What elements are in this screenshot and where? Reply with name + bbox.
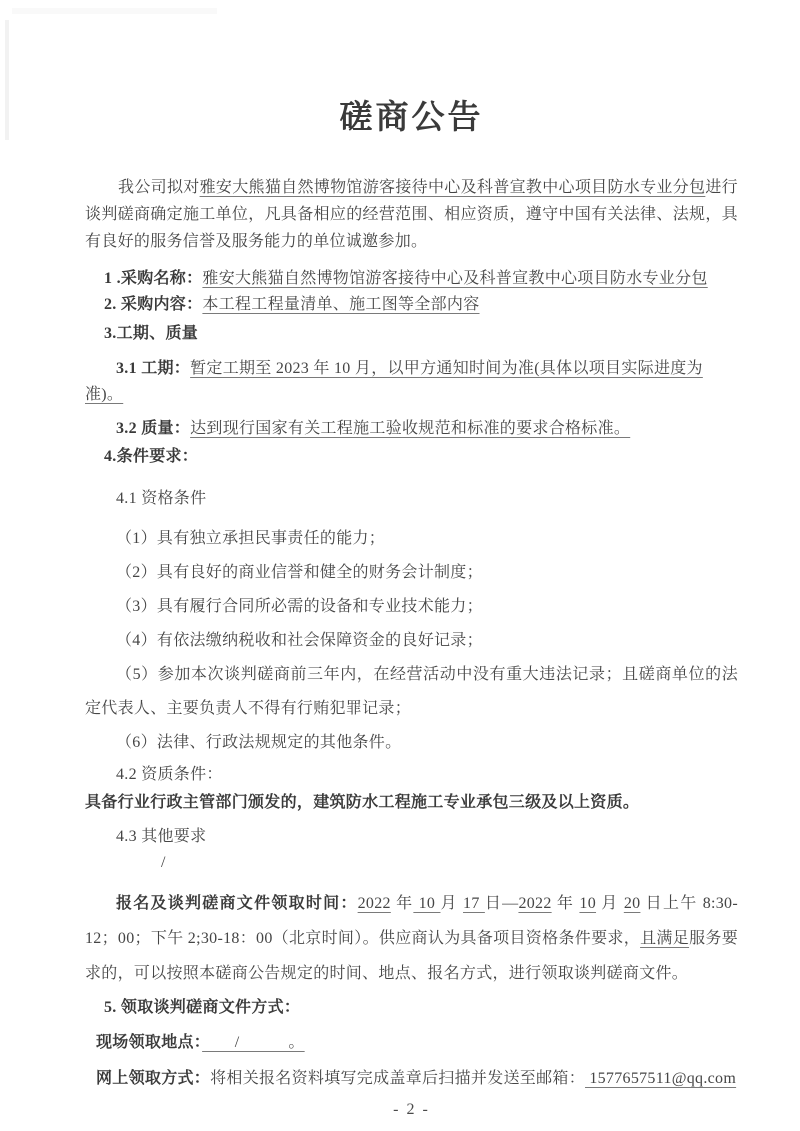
duration-quality-heading: 3.工期、质量 [104, 325, 199, 342]
credential-requirement: 具备行业行政主管部门颁发的，建筑防水工程施工专业承包三级及以上资质。 [85, 794, 640, 811]
project-name-underlined: 雅安大熊猫自然博物馆游客接待中心及科普宣教中心项目防水专业分包 [199, 179, 706, 196]
duration-value: 暂定工期至 2023 年 10 月，以甲方通知时间为准(具体以项目实际进度为准)。 [85, 360, 703, 403]
start-day: 17 [463, 895, 485, 912]
registration-time-label: 报名及谈判磋商文件领取时间： [116, 895, 358, 912]
scan-artifact [5, 20, 9, 140]
intro-lead: 我公司拟对 [118, 179, 200, 196]
end-year: 2022 [518, 895, 552, 912]
text-segment: 月 [440, 895, 464, 912]
onsite-pickup-blank: / 。 [202, 1034, 305, 1051]
text-segment: 服务要求的，可以按照本磋商公告规定的时间、地点、报名方式，进行领取谈判磋商文件。 [85, 930, 739, 982]
email-address: 1577657511@qq.com [585, 1070, 737, 1087]
qualification-condition: （5）参加本次谈判磋商前三年内，在经营活动中没有重大违法记录；且磋商单位的法定代表人、主要负责人不得有行贿犯罪记录； [85, 666, 738, 717]
qualification-condition: （4）有依法缴纳税收和社会保障资金的良好记录； [116, 632, 483, 649]
onsite-pickup-row [85, 1029, 738, 1056]
text-segment: 日上午 8:30-12；00；下午 2;30-18：00（北京时间）。供应商认为具备项目资格条件要求， [85, 895, 738, 947]
quality-label: 3.2 质量： [116, 420, 191, 437]
text-segment: 将相关报名资料填写完成盖章后扫描并发送至邮箱： [210, 1070, 586, 1087]
qualification-condition: （6）法律、行政法规规定的其他条件。 [116, 734, 402, 751]
end-day: 20 [623, 895, 641, 912]
qualification-heading: 4.1 资格条件 [116, 490, 207, 507]
quality-row [85, 416, 738, 442]
onsite-pickup-label: 现场领取地点： [96, 1034, 203, 1051]
procurement-name-row [85, 266, 738, 292]
duration-row [85, 356, 738, 408]
page-number: - 2 - [393, 1101, 430, 1118]
qualification-conditions-list [85, 522, 738, 760]
end-month: 10 [579, 895, 597, 912]
text-segment: 年 [390, 895, 414, 912]
procurement-content-label: 2. 采购内容： [104, 296, 203, 313]
credential-heading: 4.2 资质条件： [116, 766, 223, 783]
other-requirements-heading: 4.3 其他要求 [116, 828, 207, 845]
online-pickup-row [85, 1065, 738, 1092]
intro-paragraph [85, 174, 738, 255]
text-segment: 年 [551, 895, 580, 912]
intro-rest: 进行谈判磋商确定施工单位，凡具备相应的经营范围、相应资质，遵守中国有关法律、法规，具有良好的服务信誉及服务能力的单位诚邀参加。 [85, 179, 738, 250]
start-month: 10 [413, 895, 441, 912]
conditions-heading: 4.条件要求： [104, 448, 199, 465]
procurement-name-label: 1 .采购名称： [104, 270, 203, 287]
pickup-method-heading: 5. 领取谈判磋商文件方式： [104, 999, 301, 1016]
quality-value: 达到现行国家有关工程施工验收规范和标准的要求合格标准。 [190, 420, 631, 437]
other-requirements-value: / [161, 854, 166, 871]
registration-time-paragraph [85, 886, 738, 991]
qualification-condition: （1）具有独立承担民事责任的能力； [116, 530, 386, 547]
procurement-name-value: 雅安大熊猫自然博物馆游客接待中心及科普宣教中心项目防水专业分包 [202, 270, 708, 287]
start-year: 2022 [357, 895, 391, 912]
page-title: 磋商公告 [339, 100, 484, 136]
text-segment: 月 [596, 895, 624, 912]
text-segment: 日— [484, 895, 519, 912]
online-pickup-label: 网上领取方式： [96, 1070, 211, 1087]
procurement-content-value: 本工程工程量清单、施工图等全部内容 [202, 296, 480, 313]
document-content [85, 0, 738, 1119]
qualification-condition: （3）具有履行合同所必需的设备和专业技术能力； [116, 598, 483, 615]
procurement-content-row [85, 292, 738, 318]
qualification-condition: （2）具有良好的商业信誉和健全的财务会计制度； [116, 564, 483, 581]
duration-label: 3.1 工期： [116, 360, 191, 377]
text-segment: 且满足 [640, 930, 690, 947]
